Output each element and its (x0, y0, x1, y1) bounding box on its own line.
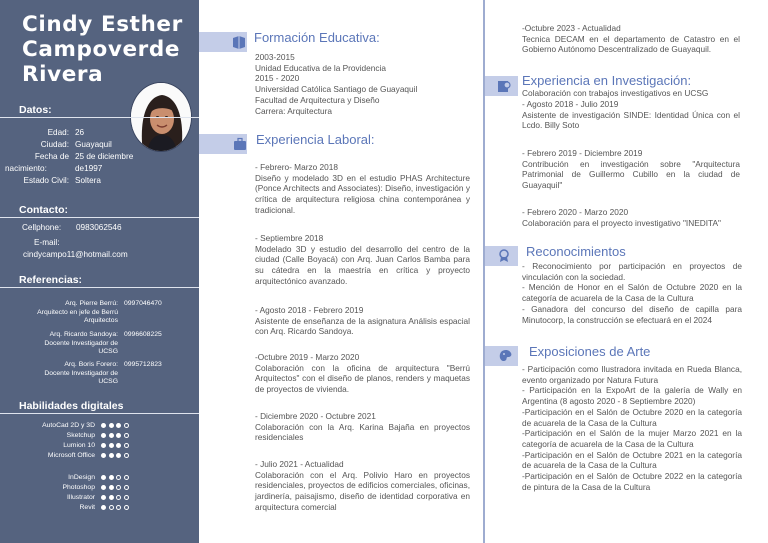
reference-entry (0, 300, 118, 326)
fecha-label: nacimiento: (5, 164, 47, 173)
research-text: Contribución en investigación sobre "Arquitectura Patrimonial de Guillermo Cubillo en la ciudad de Guayaquil" (522, 158, 740, 191)
skill-level (101, 475, 129, 480)
divider (0, 217, 199, 218)
reference-entry (0, 331, 118, 357)
formacion-line: Carrera: Arquitectura (255, 105, 333, 116)
research-icon (497, 79, 511, 93)
name-line: Cindy Esther (22, 12, 183, 37)
skill-level (101, 505, 129, 510)
skill-name: Sketchup (66, 432, 95, 439)
skill-dot (124, 423, 129, 428)
recognition-item: - Ganadora del concurso del diseño de capilla para Minutocorp, la construcción se efectuará en el 2024 (522, 303, 742, 325)
skill-dot (124, 443, 129, 448)
experience-date: - Diciembre 2020 - Octubre 2021 (255, 411, 376, 421)
reference-line: Arq. Ricardo Sandoya: (49, 331, 118, 338)
investigacion-heading: Experiencia en Investigación: (522, 73, 692, 88)
experience-text: Colaboración con la Arq. Karina Bajaña en proyectos residenciales (255, 421, 470, 443)
skill-name: Illustrator (67, 494, 95, 501)
name-line: Campoverde (22, 37, 181, 62)
email-label: E-mail: (34, 238, 60, 247)
skill-level (101, 495, 129, 500)
skill-dot (101, 423, 106, 428)
skill-dot (124, 495, 129, 500)
research-date: - Febrero 2019 - Diciembre 2019 (522, 148, 643, 158)
skill-dot (116, 475, 121, 480)
referencias-heading: Referencias: (19, 274, 83, 286)
ciudad-label: Ciudad: (40, 140, 69, 149)
reference-line: Arq. Boris Forero: (64, 361, 118, 368)
skill-dot (109, 423, 114, 428)
reconocimientos-heading: Reconocimientos (526, 244, 626, 259)
formacion-line: Unidad Educativa de la Providencia (255, 62, 386, 73)
skill-dot (101, 453, 106, 458)
experience-date: - Septiembre 2018 (255, 233, 324, 243)
skill-dot (101, 505, 106, 510)
skill-dot (124, 433, 129, 438)
experience-text: Asistente de enseñanza de la asignatura Análisis espacial con Arq. Ricardo Sandoya. (255, 315, 470, 337)
experience-date: - Febrero- Marzo 2018 (255, 162, 339, 172)
experience-entry (255, 352, 470, 395)
skill-dot (116, 505, 121, 510)
research-entry (522, 207, 740, 228)
reference-line: Arquitectos (83, 317, 118, 325)
skill-dot (124, 485, 129, 490)
exhibition-item: - Participación como Ilustradora invitada en Rueda Blanca, evento organizado por Natura Futura (522, 364, 742, 385)
research-date: - Febrero 2020 - Marzo 2020 (522, 207, 629, 217)
formacion-list (255, 52, 475, 116)
reference-line: Arquitecto en jefe de Berrú (37, 308, 118, 316)
divider (0, 287, 199, 288)
reference-line: Docente Investigador de (44, 339, 118, 347)
exhibition-item: -Participación en el Salón de Octubre 2022 en la categoría de pintura de la Casa de la Cultura (522, 471, 742, 492)
skill-dot (101, 443, 106, 448)
cellphone-label: Cellphone: (22, 223, 62, 232)
estado-label: Estado Civil: (23, 176, 69, 185)
experience-entry (522, 23, 740, 55)
briefcase-icon (233, 137, 247, 151)
formacion-line: 2015 - 2020 (255, 73, 300, 84)
estado-value: Soltera (75, 176, 101, 185)
experience-text: Diseño y modelado 3D en el estudio PHAS Architecture (Ponce Architects and Associates): Diseño, investigación y crítica de arquitectura religiosa china contemporánea y tradicional. (255, 172, 470, 215)
research-date: - Agosto 2018 - Julio 2019 (522, 99, 619, 109)
research-text: Asistente de investigación SINDE: Identidad Única con el Lcdo. Billy Soto (522, 109, 740, 131)
skill-dot (101, 485, 106, 490)
experience-text: Colaboración con el Arq. Polivio Haro en proyectos residenciales, proyectos de edificios comerciales, oficinas, jardinería, paisajismo, diseño de identidad corporativa en arquitectura comercial (255, 469, 470, 512)
fecha-value: 25 de diciembre (75, 152, 134, 161)
exposiciones-list (522, 364, 742, 492)
fecha-value: de1997 (75, 164, 103, 173)
experiencia-heading: Experiencia Laboral: (256, 132, 375, 147)
research-text: Colaboración para el proyecto investigativo "INEDITA" (522, 217, 721, 228)
full-name (22, 12, 183, 87)
skill-dot (101, 495, 106, 500)
name-line: Rivera (22, 62, 104, 87)
skill-dot (116, 433, 121, 438)
reference-line: Docente Investigador de (44, 369, 118, 377)
skill-dot (124, 475, 129, 480)
skill-dot (124, 505, 129, 510)
skill-name: Photoshop (62, 484, 95, 491)
research-entry (522, 99, 740, 131)
edad-label: Edad: (47, 128, 69, 137)
skill-name: Lumion 10 (63, 442, 95, 449)
skill-dot (109, 443, 114, 448)
experience-date: -Octubre 2019 - Marzo 2020 (255, 352, 360, 362)
habilidades-heading: Habilidades digitales (19, 400, 124, 412)
reference-line: UCSG (98, 378, 118, 386)
research-entry (522, 148, 740, 191)
skill-level (101, 485, 129, 490)
reference-phone: 0996608225 (124, 331, 162, 338)
experience-date: - Agosto 2018 - Febrero 2019 (255, 305, 364, 315)
reference-phone: 0997046470 (124, 300, 162, 307)
experience-entry (255, 459, 470, 513)
skill-dot (116, 423, 121, 428)
experience-text: Tecnica DECAM en el departamento de Catastro en el Gobierno Autónomo Descentralizado de Guayaquil. (522, 33, 740, 55)
fecha-label: Fecha de (34, 152, 69, 161)
experience-text: Modelado 3D y estudio del desarrollo del centro de la ciudad (Calle Boyacá) con Arq. Juan Carlos Bamba para su cátedra en la maestría en crítica y proyecto arquitectónico avanzado. (255, 243, 470, 286)
skill-name: AutoCad 2D y 3D (42, 422, 95, 429)
datos-heading: Datos: (19, 104, 52, 116)
exhibition-item: -Participación en el Salón de la mujer Marzo 2021 en la categoría de acuarela de la Casa de la Cultura (522, 428, 742, 449)
skill-dot (109, 485, 114, 490)
skill-name: Microsoft Office (47, 452, 95, 459)
formacion-line: Universidad Católica Santiago de Guayaquil (255, 84, 418, 95)
skill-level (101, 423, 129, 428)
skill-dot (101, 475, 106, 480)
exposiciones-heading: Exposiciones de Arte (529, 344, 651, 359)
skill-level (101, 433, 129, 438)
skill-level (101, 453, 129, 458)
formacion-line: Facultad de Arquitectura y Diseño (255, 94, 380, 105)
exhibition-item: - Participación en la ExpoArt de la galería de Wally en Argentina (8 agosto 2020 - 8 Septiembre 2020) (522, 385, 742, 407)
experience-date: -Octubre 2023 - Actualidad (522, 23, 621, 33)
experience-date: - Julio 2021 - Actualidad (255, 459, 344, 469)
skill-dot (101, 433, 106, 438)
exhibition-item: -Participación en el Salón de Octubre 2020 en la categoría de acuarela de la Casa de la Cultura (522, 406, 742, 428)
skill-level (101, 443, 129, 448)
palette-icon (499, 349, 513, 363)
skill-dot (109, 495, 114, 500)
award-icon (497, 249, 511, 263)
skill-dot (109, 505, 114, 510)
reference-line: UCSG (98, 348, 118, 356)
recognition-item: - Mención de Honor en el Salón de Octubre 2020 en la categoría de acuarela de la Casa de la Cultura (522, 282, 742, 304)
skill-name: InDesign (68, 474, 95, 481)
skill-dot (116, 495, 121, 500)
experience-entry (255, 305, 470, 337)
skill-dot (116, 443, 121, 448)
investigacion-intro: Colaboración con trabajos investigativos en UCSG (522, 88, 709, 98)
experience-text: Colaboración con la oficina de arquitectura "Berrú Arquitectos" con el diseño de planos, renders y maquetas de proyectos de vivienda. (255, 362, 470, 395)
reference-line: Arq. Pierre Berrú: (65, 300, 118, 307)
skill-dot (124, 453, 129, 458)
sidebar (0, 0, 199, 543)
formacion-heading: Formación Educativa: (254, 30, 380, 45)
cellphone-value: 0983062546 (76, 223, 122, 232)
skill-dot (109, 453, 114, 458)
skill-dot (116, 485, 121, 490)
reconocimientos-list (522, 261, 742, 325)
email-value[interactable]: cindycampo11@hotmail.com (23, 250, 128, 259)
skill-dot (109, 475, 114, 480)
reference-phone: 0995712823 (124, 361, 162, 368)
experience-entry (255, 162, 470, 216)
divider (0, 117, 199, 118)
divider (0, 413, 199, 414)
skill-dot (109, 433, 114, 438)
exhibition-item: -Participación en el Salón de Octubre 2021 en la categoría de acuarela de la Casa de la Cultura (522, 449, 742, 471)
experience-entry (255, 233, 470, 287)
skill-dot (116, 453, 121, 458)
skill-name: Revit (79, 504, 95, 511)
experience-entry (255, 411, 470, 443)
contacto-heading: Contacto: (19, 204, 68, 216)
recognition-item: - Reconocimiento por participación en proyectos de vinculación con la sociedad. (522, 261, 742, 282)
book-icon (232, 35, 246, 49)
reference-entry (0, 361, 118, 387)
ciudad-value: Guayaquil (75, 140, 112, 149)
edad-value: 26 (75, 128, 85, 137)
formacion-line: 2003-2015 (255, 52, 295, 62)
